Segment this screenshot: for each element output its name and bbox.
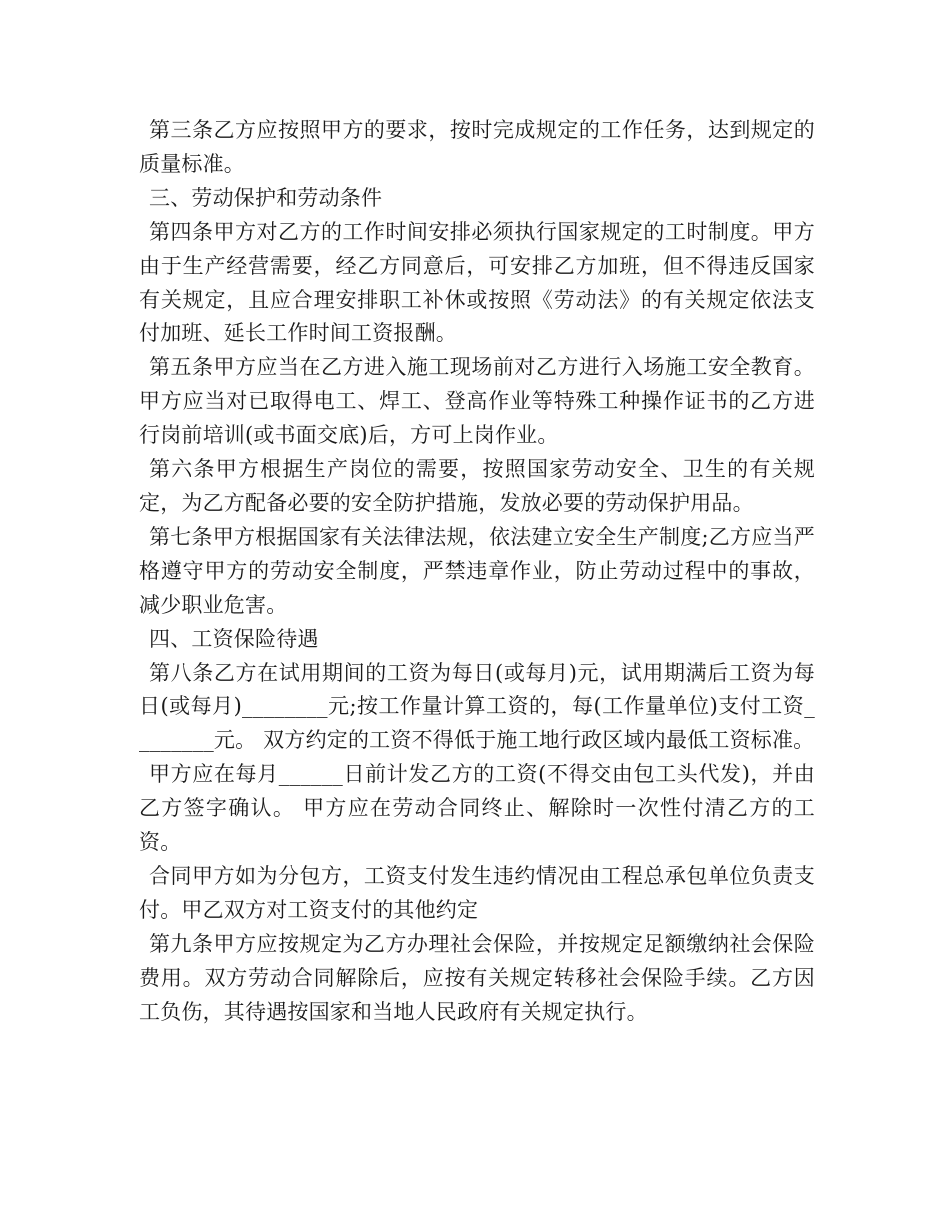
paragraph-article-8: 第八条乙方在试用期间的工资为每日(或每月)元，试用期满后工资为每日(或每月)________元;按工作量计算工资的，每(工作量单位)支付工资________元。 双方约定的工资不得低于施工地行政区域内最低工资标准。 xyxy=(139,660,815,753)
paragraph-article-6: 第六条甲方根据生产岗位的需要，按照国家劳动安全、卫生的有关规定，为乙方配备必要的安全防护措施，发放必要的劳动保护用品。 xyxy=(139,457,815,515)
paragraph-article-7: 第七条甲方根据国家有关法律法规，依法建立安全生产制度;乙方应当严格遵守甲方的劳动安全制度，严禁违章作业，防止劳动过程中的事故，减少职业危害。 xyxy=(139,524,815,617)
paragraph-article-5: 第五条甲方应当在乙方进入施工现场前对乙方进行入场施工安全教育。甲方应当对已取得电工、焊工、登高作业等特殊工种操作证书的乙方进行岗前培训(或书面交底)后，方可上岗作业。 xyxy=(139,355,815,448)
section-heading-wages-insurance: 四、工资保险待遇 xyxy=(149,626,319,651)
paragraph-subcontractor: 合同甲方如为分包方，工资支付发生违约情况由工程总承包单位负责支付。甲乙双方对工资支付的其他约定 xyxy=(139,863,815,922)
section-heading-labor-protection: 三、劳动保护和劳动条件 xyxy=(149,185,383,210)
paragraph-wage-payment: 甲方应在每月______日前计发乙方的工资(不得交由包工头代发)，并由乙方签字确认。 甲方应在劳动合同终止、解除时一次性付清乙方的工资。 xyxy=(139,762,815,855)
document-body xyxy=(139,114,815,1029)
paragraph-article-9: 第九条甲方应按规定为乙方办理社会保险，并按规定足额缴纳社会保险费用。双方劳动合同解除后，应按有关规定转移社会保险手续。乙方因工负伤，其待遇按国家和当地人民政府有关规定执行。 xyxy=(139,931,815,1024)
paragraph-article-4: 第四条甲方对乙方的工作时间安排必须执行国家规定的工时制度。甲方由于生产经营需要，经乙方同意后，可安排乙方加班，但不得违反国家有关规定，且应合理安排职工补休或按照《劳动法》的有关规定依法支付加班、延长工作时间工资报酬。 xyxy=(139,219,815,346)
paragraph-article-3: 第三条乙方应按照甲方的要求，按时完成规定的工作任务，达到规定的质量标准。 xyxy=(139,118,815,176)
